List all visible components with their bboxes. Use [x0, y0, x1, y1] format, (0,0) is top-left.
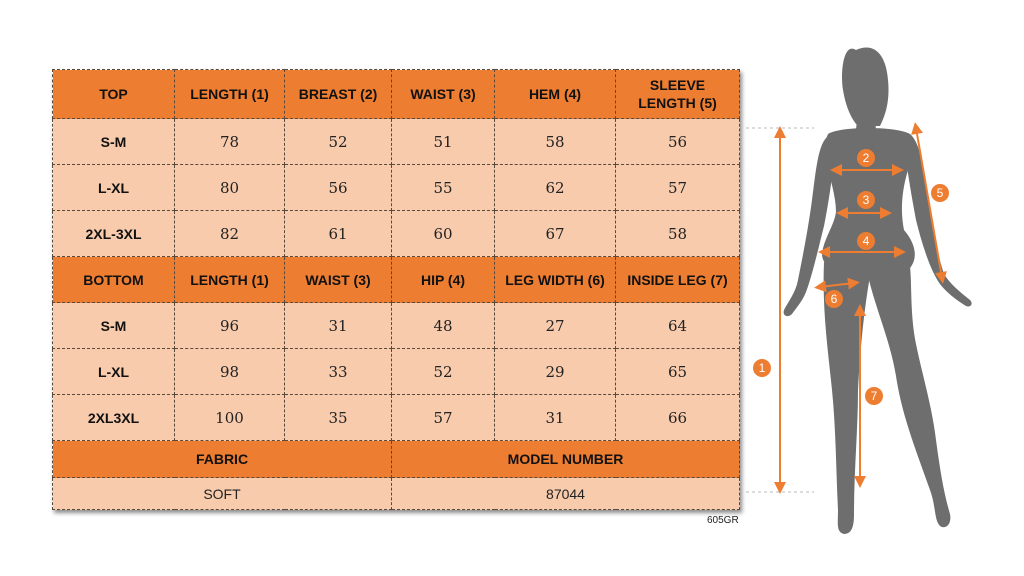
- table-row: [53, 395, 740, 441]
- table-cell: 56: [285, 165, 392, 211]
- marker-1-label: 1: [758, 361, 766, 375]
- size-label: S-M: [53, 303, 175, 349]
- top-header-breast: BREAST (2): [285, 70, 392, 119]
- table-cell: 35: [285, 395, 392, 441]
- marker-1: [753, 359, 771, 377]
- table-cell: 31: [495, 395, 616, 441]
- size-label: 2XL-3XL: [53, 211, 175, 257]
- bottom-header-row: [53, 257, 740, 303]
- top-header-length: LENGTH (1): [175, 70, 285, 119]
- body-measurement-figure: [740, 30, 1020, 550]
- bottom-header-leg-width: LEG WIDTH (6): [495, 257, 616, 303]
- table-cell: 31: [285, 303, 392, 349]
- table-cell: 96: [175, 303, 285, 349]
- marker-7: [865, 387, 883, 405]
- marker-5: [931, 184, 949, 202]
- table-cell: 57: [616, 165, 740, 211]
- size-label: 2XL3XL: [53, 395, 175, 441]
- marker-6-label: 6: [830, 292, 838, 306]
- table-cell: 57: [392, 395, 495, 441]
- table-cell: 51: [392, 119, 495, 165]
- bottom-header-label: BOTTOM: [53, 257, 175, 303]
- table-cell: 62: [495, 165, 616, 211]
- marker-2: [857, 149, 875, 167]
- table-cell: 67: [495, 211, 616, 257]
- size-label: L-XL: [53, 349, 175, 395]
- marker-2-label: 2: [862, 151, 870, 165]
- footer-header-row: [53, 441, 740, 478]
- model-number-value: 87044: [392, 478, 740, 510]
- table-cell: 78: [175, 119, 285, 165]
- size-chart-table: [52, 69, 740, 510]
- top-header-sleeve-length: [616, 70, 740, 119]
- table-cell: 27: [495, 303, 616, 349]
- fabric-value: SOFT: [53, 478, 392, 510]
- top-header-waist: WAIST (3): [392, 70, 495, 119]
- table-cell: 33: [285, 349, 392, 395]
- table-cell: 65: [616, 349, 740, 395]
- sleeve-header-line2: LENGTH (5): [638, 95, 717, 111]
- marker-5-label: 5: [936, 186, 944, 200]
- bottom-header-inside-leg: INSIDE LEG (7): [616, 257, 740, 303]
- table-row: [53, 303, 740, 349]
- marker-6: [825, 290, 843, 308]
- table-cell: 55: [392, 165, 495, 211]
- table-cell: 80: [175, 165, 285, 211]
- table-cell: 48: [392, 303, 495, 349]
- table-cell: 56: [616, 119, 740, 165]
- table-cell: 100: [175, 395, 285, 441]
- marker-7-label: 7: [870, 389, 878, 403]
- table-cell: 58: [495, 119, 616, 165]
- table-row: [53, 211, 740, 257]
- table-cell: 29: [495, 349, 616, 395]
- fabric-label: FABRIC: [53, 441, 392, 478]
- table-cell: 66: [616, 395, 740, 441]
- size-label: S-M: [53, 119, 175, 165]
- female-silhouette-icon: [740, 30, 1020, 550]
- top-header-hem: HEM (4): [495, 70, 616, 119]
- table-cell: 60: [392, 211, 495, 257]
- table-cell: 52: [392, 349, 495, 395]
- table-cell: 52: [285, 119, 392, 165]
- footer-value-row: [53, 478, 740, 510]
- table-cell: 61: [285, 211, 392, 257]
- table-cell: 58: [616, 211, 740, 257]
- table-cell: 98: [175, 349, 285, 395]
- table-cell: 64: [616, 303, 740, 349]
- size-label: L-XL: [53, 165, 175, 211]
- product-code: 605GR: [707, 515, 739, 526]
- model-number-label: MODEL NUMBER: [392, 441, 740, 478]
- sleeve-header-line1: SLEEVE: [649, 77, 706, 93]
- marker-3-label: 3: [862, 193, 870, 207]
- top-header-row: [53, 70, 740, 119]
- table-row: [53, 165, 740, 211]
- table-row: [53, 349, 740, 395]
- top-header-label: TOP: [53, 70, 175, 119]
- table-row: [53, 119, 740, 165]
- bottom-header-waist: WAIST (3): [285, 257, 392, 303]
- bottom-header-hip: HIP (4): [392, 257, 495, 303]
- marker-4: [857, 232, 875, 250]
- bottom-header-length: LENGTH (1): [175, 257, 285, 303]
- marker-3: [857, 191, 875, 209]
- marker-4-label: 4: [862, 234, 870, 248]
- table-cell: 82: [175, 211, 285, 257]
